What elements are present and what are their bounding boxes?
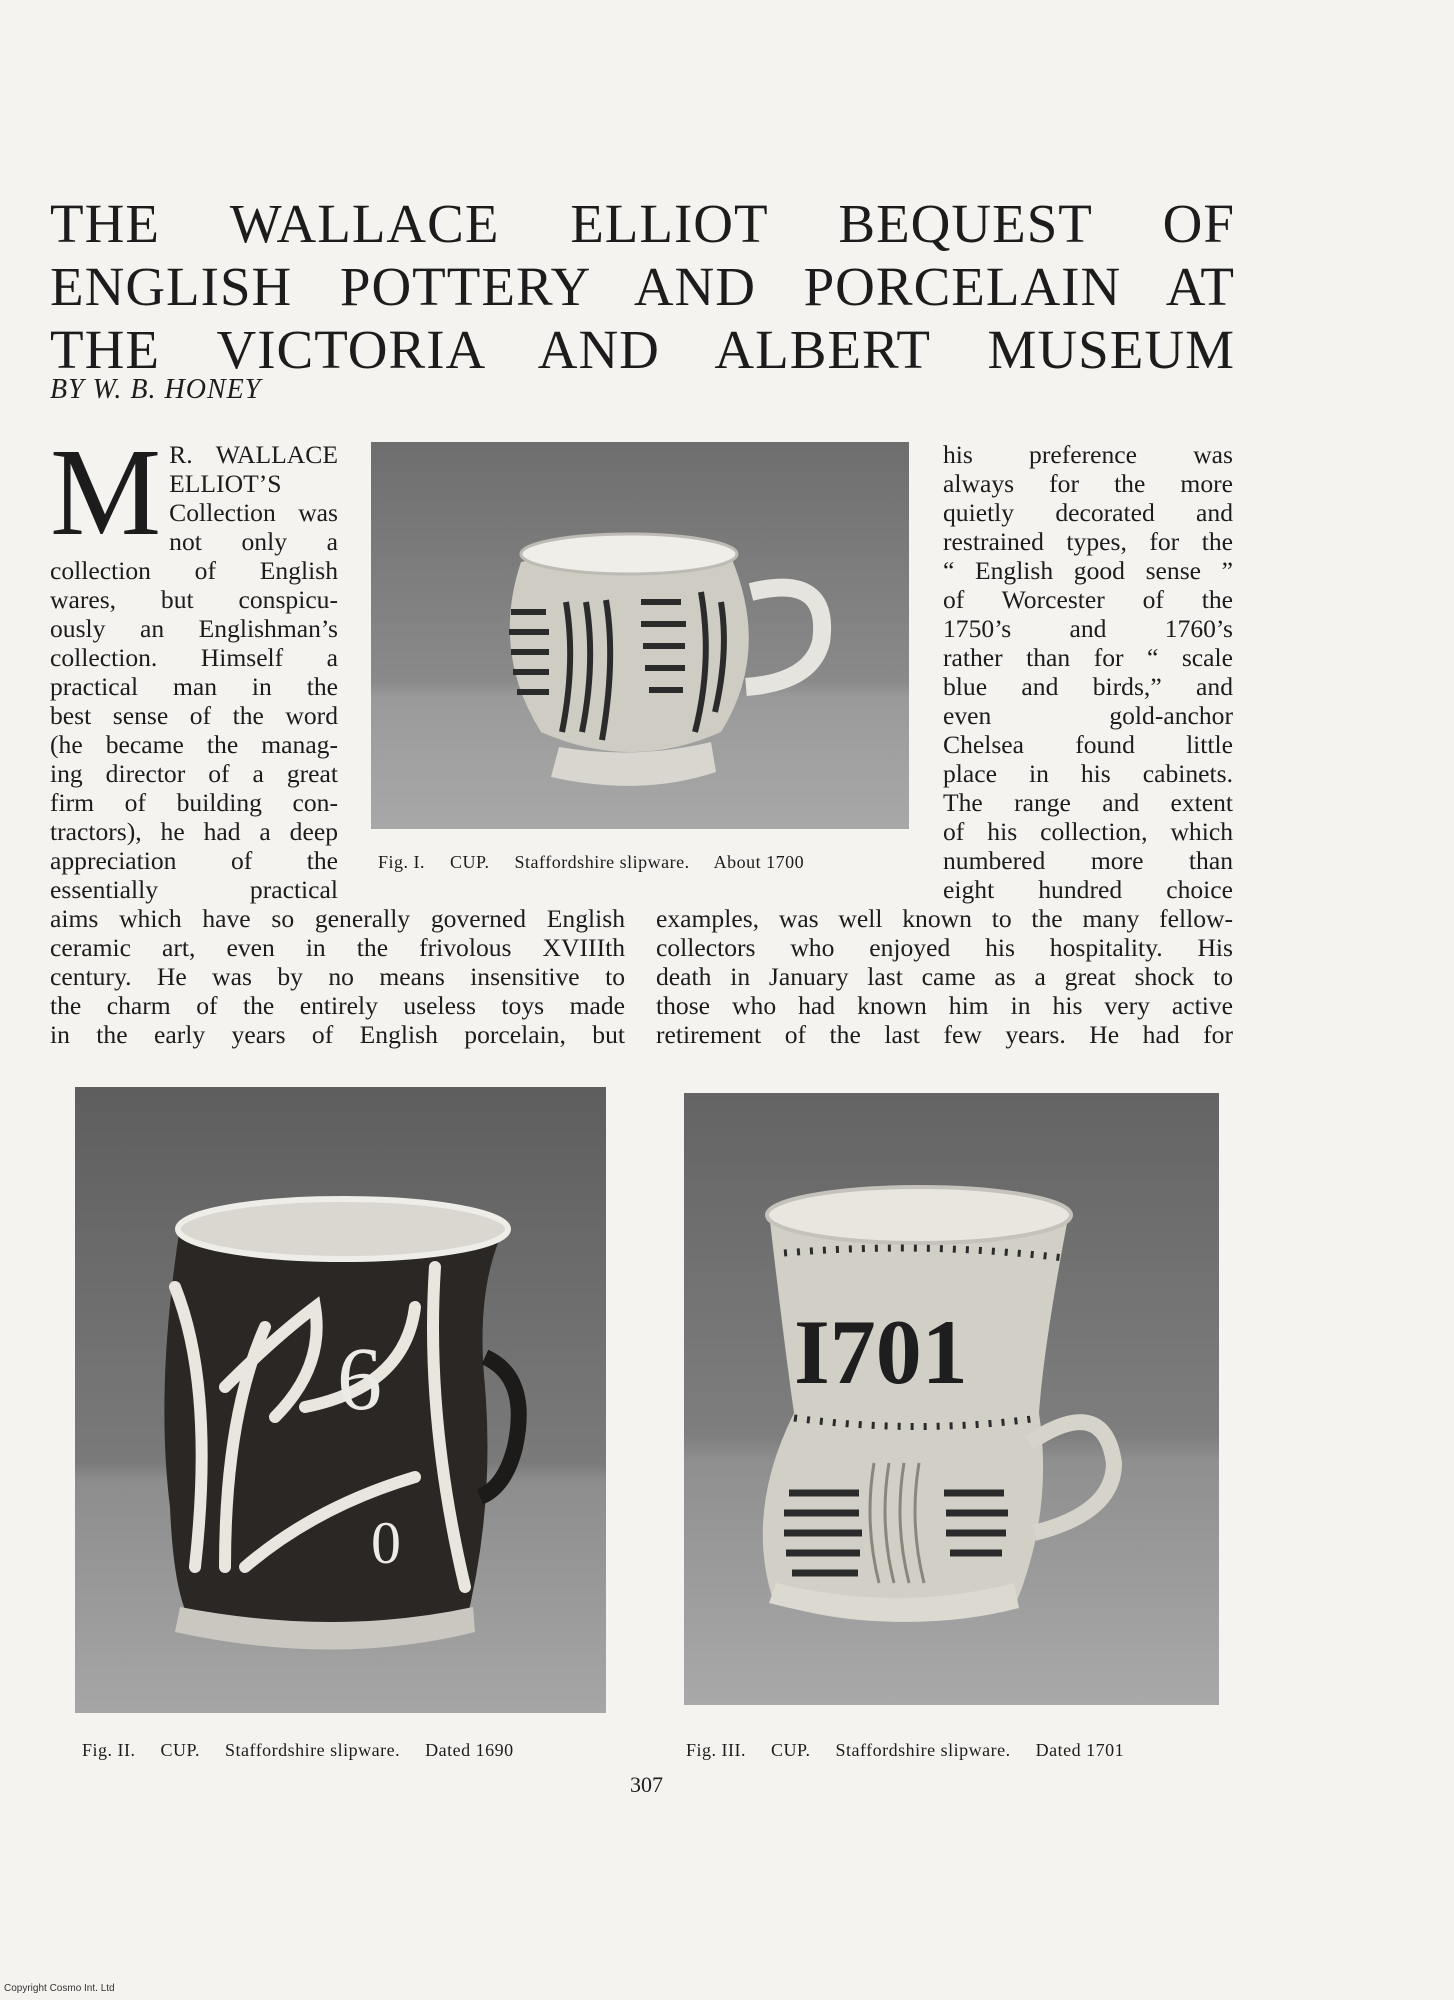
drop-cap: M: [50, 424, 162, 562]
left-line: ously an Englishman’s: [50, 614, 338, 643]
left-line: collection of English: [50, 556, 338, 585]
right-column: [943, 440, 1233, 904]
bottom-left-line: ceramic art, even in the frivolous XVIIIth: [50, 933, 625, 962]
left-line: essentially practical: [50, 875, 338, 904]
right-line: rather than for “ scale: [943, 643, 1233, 672]
figure-1-caption: Fig. I. CUP. Staffordshire slipware. About 1700: [378, 852, 805, 872]
title-line-3: THE VICTORIA AND ALBERT MUSEUM: [50, 319, 1235, 380]
cup-digit-0: 0: [371, 1510, 401, 1576]
right-line: Chelsea found little: [943, 730, 1233, 759]
bottom-right-line: examples, was well known to the many fellow-: [656, 904, 1233, 933]
right-line: quietly decorated and: [943, 498, 1233, 527]
bottom-left-column: [50, 904, 625, 1049]
bottom-right-line: those who had known him in his very active: [656, 991, 1233, 1020]
right-line: eight hundred choice: [943, 875, 1233, 904]
bottom-right-line: death in January last came as a great shock to: [656, 962, 1233, 991]
title-line-1: THE WALLACE ELLIOT BEQUEST OF: [50, 193, 1235, 254]
right-line: “ English good sense ”: [943, 556, 1233, 585]
left-line: tractors), he had a deep: [50, 817, 338, 846]
right-line: 1750’s and 1760’s: [943, 614, 1233, 643]
left-line: ing director of a great: [50, 759, 338, 788]
figure-3-caption: Fig. III. CUP. Staffordshire slipware. Dated 1701: [686, 1740, 1125, 1760]
figure-2-caption: Fig. II. CUP. Staffordshire slipware. Dated 1690: [82, 1740, 514, 1760]
bottom-left-line: aims which have so generally governed English: [50, 904, 625, 933]
left-line: collection. Himself a: [50, 643, 338, 672]
right-line: The range and extent: [943, 788, 1233, 817]
bottom-right-line: collectors who enjoyed his hospitality. His: [656, 933, 1233, 962]
right-line: of Worcester of the: [943, 585, 1233, 614]
left-line: best sense of the word: [50, 701, 338, 730]
left-column: [50, 424, 338, 904]
figure-2-photo: [75, 1087, 606, 1713]
left-line: (he became the manag-: [50, 730, 338, 759]
right-line: even gold-anchor: [943, 701, 1233, 730]
figure-3-photo: [684, 1093, 1219, 1705]
right-line: always for the more: [943, 469, 1233, 498]
left-line: wares, but conspicu-: [50, 585, 338, 614]
left-line: ELLIOT’S: [169, 469, 282, 498]
left-line: practical man in the: [50, 672, 338, 701]
bottom-right-column: [656, 904, 1233, 1049]
right-line: of his collection, which: [943, 817, 1233, 846]
left-line: R. WALLACE: [169, 440, 338, 469]
article-title: [50, 192, 1235, 381]
right-line: restrained types, for the: [943, 527, 1233, 556]
cup-date: I701: [794, 1301, 968, 1403]
bottom-left-line: the charm of the entirely useless toys made: [50, 991, 625, 1020]
left-line: Collection was: [169, 498, 338, 527]
right-line: place in his cabinets.: [943, 759, 1233, 788]
left-line: not only a: [169, 527, 338, 556]
right-line: his preference was: [943, 440, 1233, 469]
left-line: firm of building con-: [50, 788, 338, 817]
bottom-left-line: in the early years of English porcelain, but: [50, 1020, 625, 1049]
byline: BY W. B. HONEY: [50, 374, 262, 405]
copyright-watermark: Copyright Cosmo Int. Ltd: [4, 1983, 115, 1994]
cup-digit-6: 6: [337, 1330, 382, 1429]
right-line: numbered more than: [943, 846, 1233, 875]
bottom-right-line: retirement of the last few years. He had for: [656, 1020, 1233, 1049]
figure-1-photo: [371, 442, 909, 829]
right-line: blue and birds,” and: [943, 672, 1233, 701]
title-line-2: ENGLISH POTTERY AND PORCELAIN AT: [50, 256, 1235, 317]
left-line: appreciation of the: [50, 846, 338, 875]
bottom-left-line: century. He was by no means insensitive to: [50, 962, 625, 991]
page-number: 307: [630, 1772, 663, 1797]
